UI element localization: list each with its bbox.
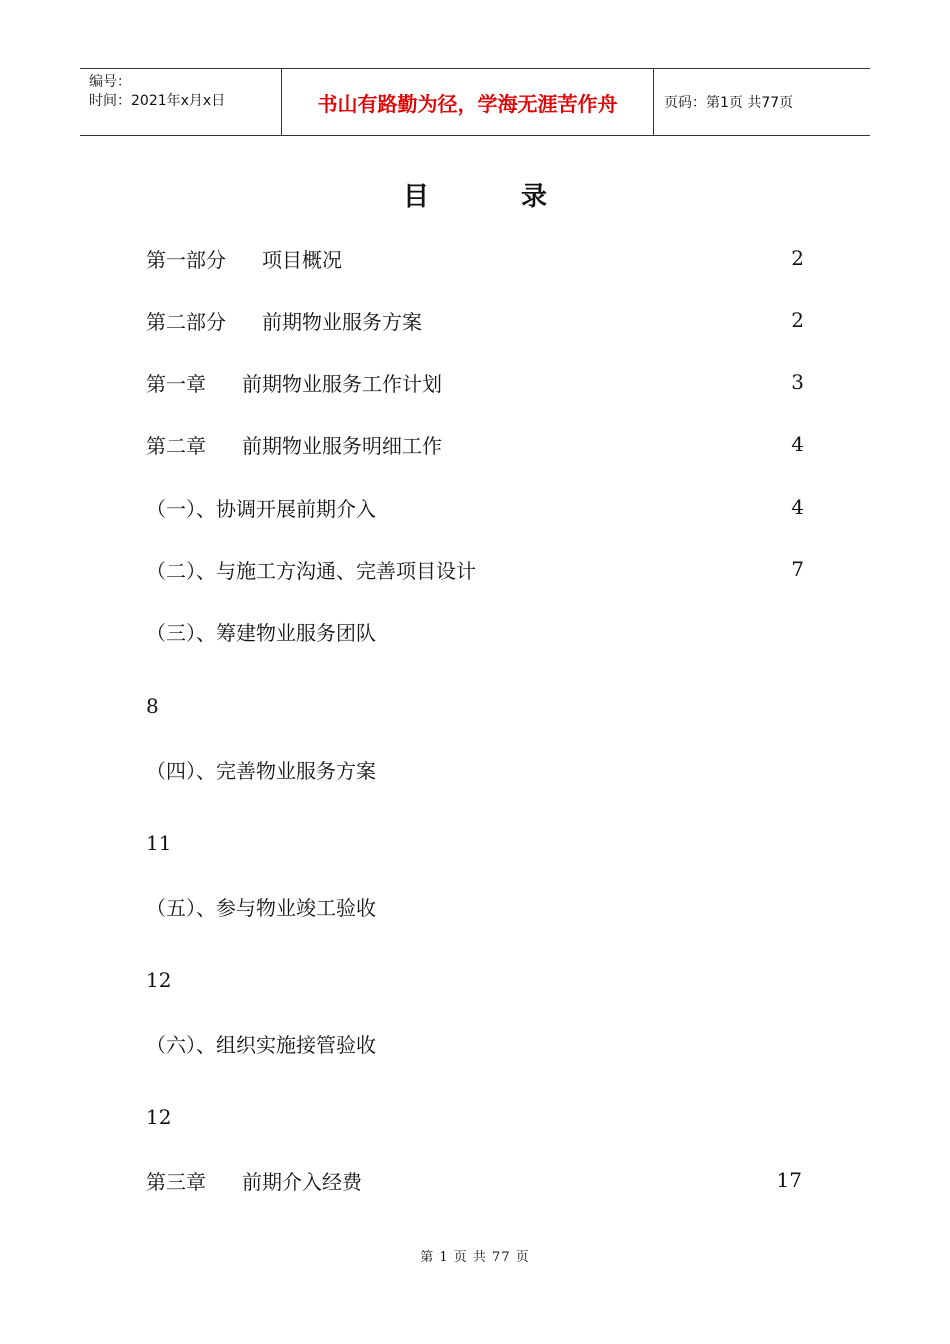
- toc-entry[interactable]: [146, 616, 804, 646]
- toc-entry-prefix: 第三章: [146, 1169, 206, 1194]
- toc-entry[interactable]: [146, 891, 804, 921]
- toc-entry-page: 3: [791, 370, 804, 394]
- toc-entry-title: （六）、组织实施接管验收: [146, 1032, 376, 1057]
- toc-entry-title: （四）、完善物业服务方案: [146, 758, 376, 783]
- toc-leader-dots: [478, 559, 791, 579]
- toc-entry-title: （五）、参与物业竣工验收: [146, 895, 376, 920]
- toc-entry-page: 12: [146, 968, 172, 992]
- toc-entry[interactable]: [146, 243, 804, 273]
- toc-leader-dots: [378, 759, 804, 779]
- title-char-2: 录: [521, 182, 548, 212]
- toc-leader-dots: [364, 1170, 777, 1190]
- toc-leader-dots: [382, 621, 804, 641]
- toc-leader-dots: [378, 1033, 804, 1053]
- toc-entry-prefix: 第二部分: [146, 309, 226, 334]
- toc-leader-dots: [448, 434, 791, 454]
- toc-leader-dots: [378, 896, 804, 916]
- title-char-1: 目: [402, 182, 429, 212]
- toc-entry[interactable]: [146, 1028, 804, 1058]
- document-header: [80, 68, 870, 136]
- toc-entry-page: 4: [791, 495, 804, 519]
- document-time-label: 时间：2021年x月x日: [89, 93, 226, 109]
- header-page-cell: [654, 69, 870, 135]
- toc-leader-dots: [448, 372, 791, 392]
- header-motto: 书山有路勤为径，学海无涯苦作舟: [317, 91, 618, 116]
- toc-entry[interactable]: [146, 754, 804, 784]
- toc-entry-page: 12: [146, 1105, 172, 1129]
- toc-entry-prefix: 第二章: [146, 433, 206, 458]
- document-number-label: 编号：: [89, 74, 131, 90]
- toc-entry-page: 11: [146, 831, 172, 855]
- toc-leader-dots: [428, 310, 791, 330]
- toc-entry[interactable]: [146, 367, 804, 397]
- toc-entry-title: 项目概况: [262, 247, 342, 272]
- toc-entry-prefix: 第一部分: [146, 247, 226, 272]
- toc-entry-page: 8: [146, 694, 159, 718]
- toc-entry-title: 前期物业服务方案: [262, 309, 422, 334]
- toc-entry-title: 前期物业服务明细工作: [242, 433, 442, 458]
- toc-entry[interactable]: [146, 492, 804, 522]
- toc-leader-dots: [348, 248, 791, 268]
- toc-leader-dots: [378, 497, 791, 517]
- toc-entry-title: （一）、协调开展前期介入: [146, 496, 376, 521]
- toc-entry[interactable]: [146, 554, 804, 584]
- toc-entry-title: （三）、筹建物业服务团队: [146, 620, 376, 645]
- toc-entry-page: 7: [791, 557, 804, 581]
- toc-entry-title: 前期物业服务工作计划: [242, 371, 442, 396]
- toc-entry[interactable]: [146, 1165, 802, 1195]
- toc-entry-prefix: 第一章: [146, 371, 206, 396]
- page-footer: 第 1 页 共 77 页: [420, 1250, 530, 1265]
- toc-entry-title: 前期介入经费: [242, 1169, 362, 1194]
- toc-entry-title: （二）、与施工方沟通、完善项目设计: [146, 558, 476, 583]
- toc-entry-page: 2: [791, 246, 804, 270]
- toc-entry[interactable]: [146, 305, 804, 335]
- header-motto-cell: [282, 69, 654, 135]
- page-title: [0, 176, 950, 213]
- toc-entry-page: 4: [791, 432, 804, 456]
- header-left-cell: [80, 69, 282, 135]
- header-page-info: 页码：第1页 共77页: [664, 95, 794, 111]
- toc-entry[interactable]: [146, 429, 804, 459]
- toc-entry-page: 17: [776, 1168, 802, 1192]
- toc-entry-page: 2: [791, 308, 804, 332]
